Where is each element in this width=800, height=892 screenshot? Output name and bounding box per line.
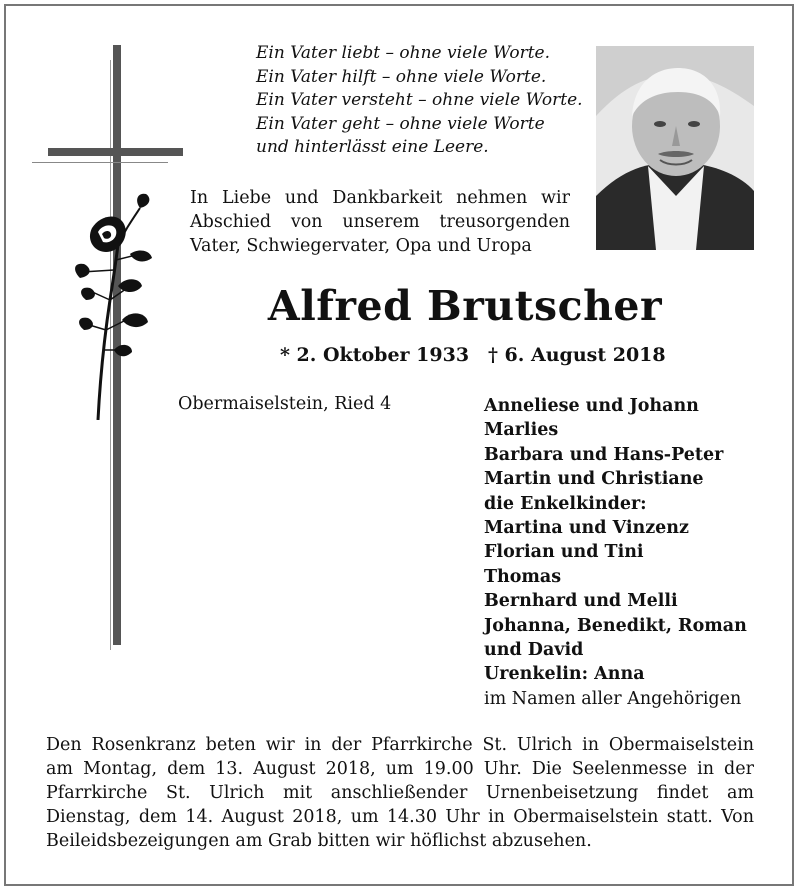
address: Obermaiselstein, Ried 4 [178, 394, 392, 414]
mourner: Martina und Vinzenz [484, 518, 689, 539]
mourner: Barbara und Hans-Peter [484, 444, 724, 465]
mourner: und David [484, 640, 584, 661]
mourner: die Enkelkinder: [484, 493, 647, 514]
notice-line: Dienstag, dem 14. August 2018, um 14.30 Uhr in Obermaiselstein statt. Von [46, 807, 754, 827]
deceased-name: Alfred Brutscher [267, 282, 663, 330]
service-notice [46, 733, 754, 853]
mourner: Urenkelin: Anna [484, 664, 645, 685]
birth-date: * 2. Oktober 1933 [280, 344, 470, 366]
intro-line: Abschied von unserem treusorgenden [190, 212, 570, 232]
intro-text [190, 186, 570, 258]
notice-line: Den Rosenkranz beten wir in der Pfarrkirche St. Ulrich in Obermaiselstein [46, 735, 754, 755]
notice-line: am Montag, dem 13. August 2018, um 19.00 Uhr. Die Seelenmesse in der [46, 759, 754, 779]
death-date: † 6. August 2018 [488, 344, 666, 366]
mourner: Florian und Tini [484, 542, 644, 563]
poem-line: Ein Vater hilft – ohne viele Worte. [256, 66, 547, 87]
mourner: Martin und Christiane [484, 469, 704, 490]
poem-line: Ein Vater versteht – ohne viele Worte. [256, 90, 583, 110]
portrait-photo [596, 46, 754, 250]
mourner: Anneliese und Johann [484, 396, 699, 416]
intro-line: In Liebe und Dankbarkeit nehmen wir [190, 188, 570, 208]
mourners-list [484, 394, 747, 711]
mourner: Marlies [484, 420, 559, 441]
mourner: Bernhard und Melli [484, 591, 678, 612]
mourner: Johanna, Benedikt, Roman [484, 615, 747, 636]
poem-line: Ein Vater liebt – ohne viele Worte. [256, 43, 551, 63]
rose-icon [70, 190, 160, 420]
mourners-closing: im Namen aller Angehörigen [484, 688, 742, 709]
notice-line: Beileidsbezeigungen am Grab bitten wir höflichst abzusehen. [46, 831, 592, 851]
notice-line: Pfarrkirche St. Ulrich mit anschließender Urnenbeisetzung findet am [46, 783, 754, 803]
intro-line: Vater, Schwiegervater, Opa und Uropa [190, 236, 532, 256]
poem-line: Ein Vater geht – ohne viele Worte [256, 113, 545, 134]
poem-line: und hinterlässt eine Leere. [256, 137, 489, 157]
mourner: Thomas [484, 566, 562, 587]
poem [256, 42, 583, 160]
